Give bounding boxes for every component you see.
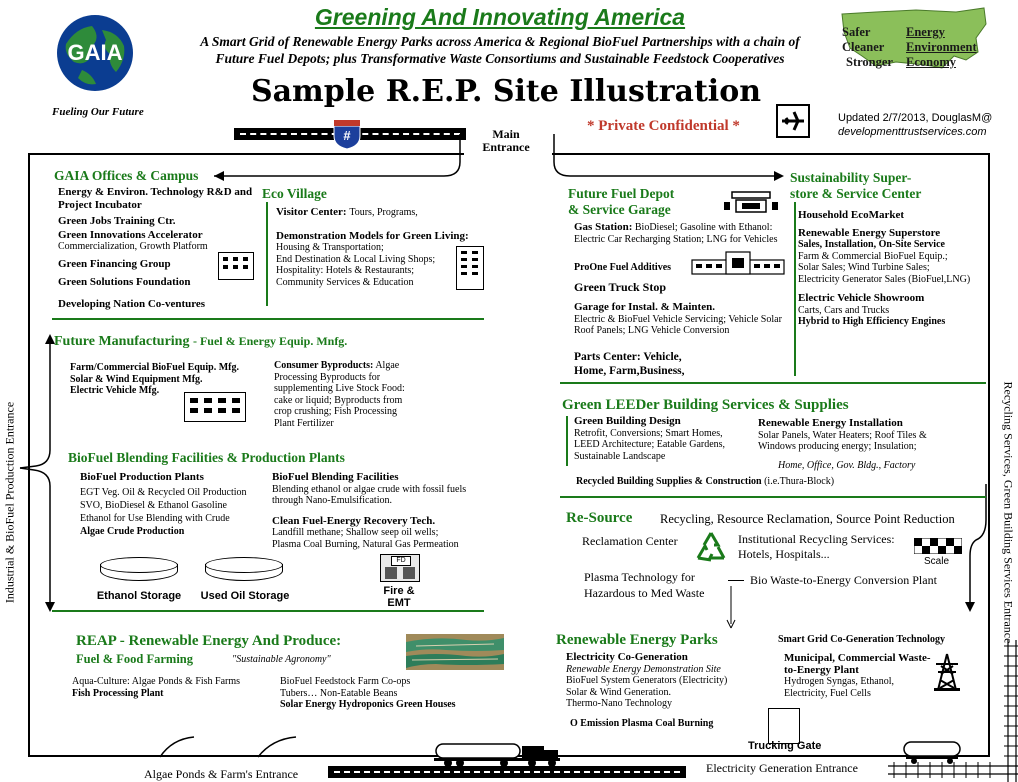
shield-number: # [343,128,351,143]
superstore-title-2: store & Service Center [790,186,922,201]
used-oil-storage-tank [205,557,283,583]
design-line-1: Retrofit, Conversions; Smart Homes, [574,427,723,439]
left-entrance-label: Industrial & BioFuel Production Entrance [2,401,17,604]
re-installation-italic: Home, Office, Gov. Bldg., Factory [778,459,916,471]
design-line-3: Sustainable Landscape [574,450,666,462]
superstore-title-1: Sustainability Super- [790,170,912,185]
office-item-3: Green Innovations Accelerator [58,228,203,241]
reap-right-line-2: Tubers… Non-Eatable Beans [280,687,398,699]
byproducts-text: Algae Processing Byproducts for supplementing Live Stock Food: cake or liquid; Byproducts from crop crushing; Fish Processing Plant Fertilizer [274,360,405,429]
bottom-left-entrance-curves [150,735,310,771]
institutional-recycling-label: Institutional Recycling Services: Hotels, Hospitals... [738,532,895,561]
rep-title: Renewable Energy Parks [556,632,718,648]
fuel-depot-title-2: & Service Garage [568,202,671,217]
re-superstore-line-1: Farm & Commercial BioFuel Equip.; [798,250,948,262]
checkered-scale-icon [914,538,962,554]
tanker-truck-icon [434,740,562,768]
badge-right-3: Economy [906,55,956,69]
badge-left-1: Safer [842,25,871,39]
office-item-5: Green Solutions Foundation [58,276,191,288]
reap-quote: "Sustainable Agronomy" [232,654,331,665]
fire-emt-label: Fire & EMT [383,585,415,609]
proone-label: ProOne Fuel Additives [574,262,672,273]
office-item-6: Developing Nation Co-ventures [58,297,206,310]
green-building-design-title: Green Building Design [574,415,681,427]
eco-village-title: Eco Village [262,186,327,201]
right-entrance-label: Recycling Services, Green Building Services Entrance [1001,381,1016,644]
reap-left-line-1: Aqua-Culture: Algae Ponds & Fish Farms [72,676,241,687]
mfg-line-2: Solar & Wind Equipment Mfg. [70,373,203,385]
ev-showroom-bold: Hybrid to High Efficiency Engines [798,316,946,327]
electricity-entrance-label: Electricity Generation Entrance [706,761,858,775]
clean-fuel-title: Clean Fuel-Energy Recovery Tech. [272,514,436,527]
cogen-italic: Renewable Energy Demonstration Site [566,663,721,675]
ev-showroom-title: Electric Vehicle Showroom [798,292,925,304]
updated-line-2: developmenttrustservices.com [838,126,987,138]
header-subtitle-2: Future Fuel Depots; plus Transformative Waste Consortiums and Sustainable Feedstock Cooperatives [215,51,785,66]
production-line-2: SVO, BioDiesel & Ethanol Gasoline [80,499,227,511]
cogen-title: Electricity Co-Generation [566,651,688,663]
gaia-offices-title: GAIA Offices & Campus [54,168,199,183]
badge-left-2: Cleaner [842,40,885,54]
office-building-icon [218,252,254,280]
gas-station-canopy-icon [722,190,780,216]
map-badge [836,4,994,76]
main-entrance-left-arrow [200,134,470,194]
parts-center-label: Parts Center: Vehicle, Home, Farm,Business, [574,351,685,377]
scale-label: Scale [924,556,950,567]
office-item-2: Green Jobs Training Ctr. [58,215,176,227]
green-truck-stop-label: Green Truck Stop [574,280,667,294]
reap-right-bold: Solar Energy Hydroponics Green Houses [280,699,456,710]
bio-waste-label: Bio Waste-to-Energy Conversion Plant [750,573,937,587]
re-superstore-title: Renewable Energy Superstore [798,226,941,239]
office-item-1: Energy & Environ. Technology R&D and Project Incubator [58,186,253,211]
main-entrance-label: Main Entrance [482,127,530,154]
visitor-center-desc: Tours, Programs, [349,207,418,218]
reclamation-center-label: Reclamation Center [582,534,678,548]
resource-down-arrow [724,586,738,630]
used-oil-storage-label: Used Oil Storage [200,590,290,602]
page-header-title: Greening And Innovating America [314,4,686,30]
trucking-gate-label: Trucking Gate [748,740,822,752]
updated-line-1: Updated 2/7/2013, DouglasM@ [838,112,993,124]
tanker-truck [434,740,562,768]
gas-station-label: Gas Station: [574,221,633,233]
ethanol-storage-tank [100,557,178,583]
cogen-line-3: Thermo-Nano Technology [566,698,673,709]
production-plants-title: BioFuel Production Plants [80,471,204,483]
mfg-line-3: Electric Vehicle Mfg. [70,385,160,396]
recycled-supplies-bold: Recycled Building Supplies & Construction [576,476,762,487]
blending-facilities-title: BioFuel Blending Facilities [272,471,399,483]
o-emission-label: O Emission Plasma Coal Burning [570,718,714,729]
future-manufacturing-title [54,334,347,350]
re-installation-title: Renewable Energy Installation [758,417,903,429]
demo-line-2: End Destination & Local Living Shops; [276,253,436,265]
office-item-3-desc: Commercialization, Growth Platform [58,241,208,252]
cogen-line-1: BioFuel System Generators (Electricity) [566,675,728,686]
plasma-tech-label: Plasma Technology for Hazardous to Med Waste [584,570,705,600]
ethanol-storage-label: Ethanol Storage [96,590,182,602]
reap-title: REAP - Renewable Energy And Produce: [76,633,342,649]
ev-showroom-text: Carts, Cars and Trucks [798,304,890,316]
main-entrance-right-arrow [548,134,788,194]
garage-text: Electric & BioFuel Vehicle Servicing; Vehicle Solar Roof Panels; LNG Vehicle Conversion [574,313,782,336]
right-entrance-arrow [956,480,996,620]
re-superstore-line-2: Solar Sales; Wind Turbine Sales; [798,262,930,273]
reap-right-line-1: BioFuel Feedstock Farm Co-ops [280,676,411,687]
reap-subtitle: Fuel & Food Farming [76,652,194,666]
algae-farm-entrance-label: Algae Ponds & Farm's Entrance [144,767,299,781]
airplane-icon [778,106,808,136]
badge-right-1: Energy [906,25,945,39]
service-station-building-icon [690,250,786,276]
confidential-label: * Private Confidential * [587,118,740,134]
demo-models-title: Demonstration Models for Green Living: [276,229,469,242]
clean-fuel-line-1: Landfill methane; Shallow seep oil wells; [272,527,439,538]
office-item-4: Green Financing Group [58,257,171,270]
main-title: Sample R.E.P. Site Illustration [250,74,762,109]
municipal-line-2: Electricity, Fuel Cells [784,687,871,699]
railroad-tracks [878,640,1018,782]
demo-line-3: Hospitality: Hotels & Restaurants; [276,265,415,276]
factory-icon [184,392,246,422]
demo-line-4: Community Services & Education [276,276,414,288]
garage-title: Garage for Instal. & Mainten. [574,301,715,313]
resource-title: Re-Source [566,510,633,526]
re-superstore-sub: Sales, Installation, On-Site Service [798,239,945,250]
future-manufacturing-subtitle: - Fuel & Energy Equip. Mnfg. [192,334,348,348]
demo-line-1: Housing & Transportation; [276,242,384,253]
future-manufacturing-heading: Future Manufacturing [54,334,190,349]
smart-grid-label: Smart Grid Co-Generation Technology [778,634,945,645]
clean-fuel-line-2: Plasma Coal Burning, Natural Gas Permeation [272,538,459,550]
header-subtitle-1: A Smart Grid of Renewable Energy Parks across America & Regional BioFuel Partnerships with a chain of [200,34,800,49]
design-line-2: LEED Architecture; Eatable Gardens, [574,439,726,450]
badge-right-2: Environment [906,40,977,54]
biofuel-blending-title: BioFuel Blending Facilities & Production Plants [68,450,345,465]
airport-sign [776,104,810,138]
reap-left-bold: Fish Processing Plant [72,687,164,699]
production-line-1: EGT Veg. Oil & Recycled Oil Production [80,486,247,498]
gas-station-text: BioDiesel; Gasoline with Ethanol: Electric Car Recharging Station; LNG for Vehicles [574,222,778,245]
scale-icon [914,538,962,554]
apartment-building-icon [456,246,484,290]
municipal-line-1: Hydrogen Syngas, Ethanol, [784,676,894,687]
resource-subtitle: Recycling, Resource Reclamation, Source Point Reduction [660,512,955,526]
mfg-line-1: Farm/Commercial BioFuel Equip. Mfg. [70,362,239,373]
truck-stop-icon [690,250,786,276]
re-superstore-line-3: Electricity Generator Sales (BioFuel,LNG) [798,273,971,285]
fire-station-sign: FD [391,556,411,566]
recycled-supplies-rest: (i.e.Thura-Block) [764,476,835,487]
leeder-title: Green LEEDer Building Services & Supplies [562,397,849,413]
recycle-symbol [694,530,728,564]
production-line-3: Ethanol for Use Blending with Crude [80,512,230,524]
aerial-ponds-image [406,634,504,670]
fuel-depot-title-1: Future Fuel Depot [568,186,675,201]
gas-station-icon [722,190,780,216]
cogen-line-2: Solar & Wind Generation. [566,686,671,698]
municipal-title: Municipal, Commercial Waste-to-Energy Plant [784,652,931,676]
recycle-icon [694,530,728,564]
byproducts-title: Consumer Byproducts: [274,360,374,371]
logo-tagline: Fueling Our Future [52,106,144,118]
re-installation-line-2: Windows producing energy; Insulation; [758,441,917,452]
gaia-logo [56,14,134,92]
visitor-center-label: Visitor Center: [276,206,347,218]
trucking-gate-box [768,708,800,744]
household-ecomarket-label: Household EcoMarket [798,209,905,221]
algae-ponds-photo [406,634,504,670]
badge-left-3: Stronger [846,55,893,69]
fire-station-icon [380,554,420,582]
logo-text: GAIA [67,40,123,65]
re-installation-line-1: Solar Panels, Water Heaters; Roof Tiles & [758,429,927,441]
algae-crude-label: Algae Crude Production [80,525,185,537]
blending-facilities-text: Blending ethanol or algae crude with fossil fuels through Nano-Emulsification. [272,483,467,506]
